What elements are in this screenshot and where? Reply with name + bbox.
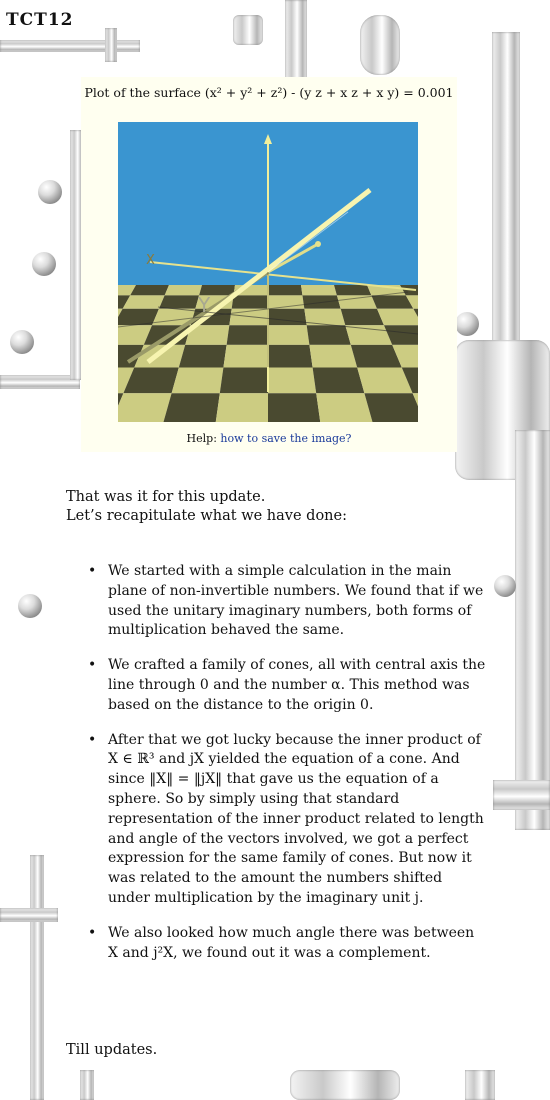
floor-tile xyxy=(220,367,268,393)
closing-text: Till updates. xyxy=(66,1042,158,1058)
floor-tile xyxy=(216,393,268,422)
list-item: • We started with a simple calculation in the main plane of non-invertible numbers. We found that if we used the unitary imaginary numbers, both forms of multiplication behaved the same. xyxy=(88,562,488,641)
x-axis-label: X xyxy=(146,253,155,268)
save-image-help-link[interactable]: how to save the image? xyxy=(220,432,352,445)
floor-tile xyxy=(341,309,384,325)
surface-plot-svg xyxy=(118,122,418,422)
floor-tile xyxy=(118,393,172,422)
floor-tile xyxy=(377,309,418,325)
intro-line-2: Let’s recapitulate what we have done: xyxy=(66,508,347,524)
plot-title: Plot of the surface (x² + y² + z²) - (y z + x z + x y) = 0.001 xyxy=(84,85,454,100)
floor-tile xyxy=(268,345,313,368)
floor-tile xyxy=(334,285,371,295)
floor-tile xyxy=(307,325,351,345)
site-logo[interactable]: TCT12 xyxy=(6,10,74,30)
list-item: • After that we got lucky because the inner product of X ∈ ℝ³ and jX yielded the equation of a cone. And since ‖X‖ = ‖jX‖ that gave us the equation of a sphere. So by simply using that standard representation of the inner product related to length and angle of the vectors involved, we got a perfect expression for the same family of cones. But now it was related to the amount the numbers shifted under multiplication by the imaginary unit j. xyxy=(88,731,488,909)
floor-tile xyxy=(179,345,227,368)
list-item: • We also looked how much angle there was between X and j²X, we found out it was a complement. xyxy=(88,924,488,964)
floor-tile xyxy=(130,285,169,295)
floor-tile xyxy=(268,309,307,325)
floor-tile xyxy=(164,393,220,422)
plot-panel xyxy=(81,77,457,452)
help-line xyxy=(81,432,457,445)
floor-tile xyxy=(172,367,224,393)
floor-tile xyxy=(364,393,418,422)
y-axis-label: Y xyxy=(198,293,211,317)
intro-text xyxy=(66,488,347,526)
floor-tile xyxy=(223,345,268,368)
floor-tile xyxy=(268,367,316,393)
floor-tile xyxy=(301,285,337,295)
floor-tile xyxy=(309,345,357,368)
floor-tile xyxy=(227,325,268,345)
floor-tile xyxy=(345,325,392,345)
floor-tile xyxy=(159,295,199,308)
floor-tile xyxy=(232,295,268,308)
floor-tile xyxy=(268,393,320,422)
floor-tile xyxy=(337,295,377,308)
intro-line-1: That was it for this update. xyxy=(66,489,266,505)
recap-list xyxy=(88,562,488,978)
list-item: • We crafted a family of cones, all with central axis the line through 0 and the number α. This method was based on the distance to the origin 0. xyxy=(88,656,488,715)
floor-tile xyxy=(268,285,302,295)
surface-plot-3d[interactable] xyxy=(118,122,418,422)
article-content xyxy=(58,482,493,1070)
help-prefix: Help: xyxy=(186,432,221,445)
floor-tile xyxy=(316,393,372,422)
floor-tile xyxy=(268,325,309,345)
floor-tile xyxy=(313,367,365,393)
floor-tile xyxy=(165,285,202,295)
